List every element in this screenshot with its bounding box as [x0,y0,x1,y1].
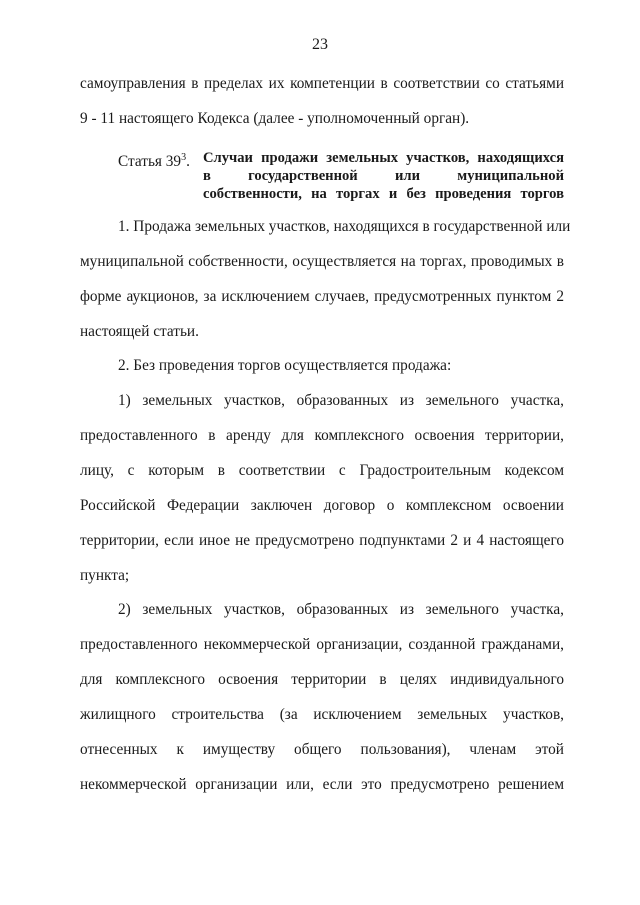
page-number: 23 [312,36,328,53]
paragraph-line: для комплексного освоения территории в целях индивидуального [80,671,564,688]
paragraph-line: 2) земельных участков, образованных из земельного участка, [118,601,564,618]
intro-line: 9 - 11 настоящего Кодекса (далее - уполномоченный орган). [80,110,470,127]
article-label [118,148,190,172]
paragraph-line: муниципальной собственности, осуществляется на торгах, проводимых в [80,253,564,270]
intro-line: самоуправления в пределах их компетенции в соответствии со статьями [80,75,564,92]
paragraph-line: 2. Без проведения торгов осуществляется продажа: [118,357,452,374]
article-label-text: Статья 39 [118,153,182,170]
paragraph-line: 1) земельных участков, образованных из земельного участка, [118,392,564,409]
paragraph-line: предоставленного в аренду для комплексного освоения территории, [80,427,564,444]
paragraph-line: форме аукционов, за исключением случаев, предусмотренных пунктом 2 [80,288,564,305]
article-label-superscript: 3 [181,152,187,163]
paragraph-line: территории, если иное не предусмотрено подпунктами 2 и 4 настоящего [80,532,564,549]
article-title-line: Случаи продажи земельных участков, находящихся [203,150,564,166]
article-title-line: в государственной или муниципальной [203,168,564,184]
paragraph-line: отнесенных к имуществу общего пользования), членам этой [80,741,564,758]
article-label-suffix: . [186,153,190,170]
article-title-line: собственности, на торгах и без проведения торгов [203,186,564,202]
paragraph-line: настоящей статьи. [80,323,199,340]
paragraph-line: Российской Федерации заключен договор о комплексном освоении [80,497,564,514]
paragraph-line: жилищного строительства (за исключением земельных участков, [80,706,564,723]
paragraph-line: лицу, с которым в соответствии с Градостроительным кодексом [80,462,564,479]
paragraph-line: пункта; [80,567,130,584]
paragraph-line: некоммерческой организации или, если это предусмотрено решением [80,776,564,793]
paragraph-line: 1. Продажа земельных участков, находящихся в государственной или [118,218,571,235]
paragraph-line: предоставленного некоммерческой организации, созданной гражданами, [80,636,564,653]
